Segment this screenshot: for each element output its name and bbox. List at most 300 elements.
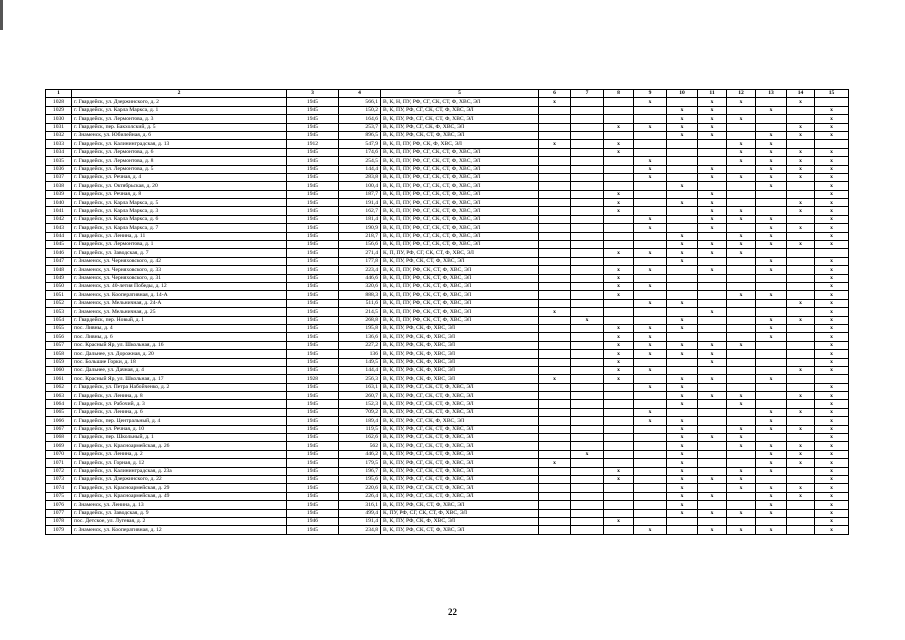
col-12-cell xyxy=(727,282,756,290)
col-14-cell xyxy=(787,266,815,274)
col-7-cell xyxy=(571,199,604,207)
col-7-cell xyxy=(571,115,604,123)
col-8-cell xyxy=(604,215,634,223)
col-15-cell: x xyxy=(815,165,849,173)
col-15-cell: x xyxy=(815,425,849,433)
col-8-cell: x xyxy=(604,475,634,483)
col-11-cell xyxy=(698,417,727,425)
col-14-cell xyxy=(787,190,815,198)
col-8-cell xyxy=(604,492,634,500)
address-cell: пос. Красный Яр, ул. Школьная, д. 16 xyxy=(72,341,287,349)
col-13-cell xyxy=(756,475,787,483)
col-6-cell xyxy=(539,392,571,400)
col-15-cell xyxy=(815,140,849,148)
page-number: 22 xyxy=(448,607,457,617)
area-cell: 256,3 xyxy=(339,375,381,383)
build-year-cell: 1945 xyxy=(287,333,339,341)
row-id-cell: 1036 xyxy=(46,165,72,173)
elements-cell: В, К, ПУ, РФ, СГ, СК, СТ, Ф, ХВС, ЭЛ xyxy=(381,106,539,114)
build-year-cell: 1945 xyxy=(287,492,339,500)
row-id-cell: 1032 xyxy=(46,131,72,139)
col-14-cell xyxy=(787,249,815,257)
area-cell: 562 xyxy=(339,442,381,450)
build-year-cell: 1945 xyxy=(287,232,339,240)
col-6-cell xyxy=(539,316,571,324)
col-7-cell: x xyxy=(571,316,604,324)
col-15-cell: x xyxy=(815,173,849,181)
col-9-cell xyxy=(634,475,667,483)
row-id-cell: 1035 xyxy=(46,157,72,165)
table-row xyxy=(46,308,849,316)
col-7-cell xyxy=(571,341,604,349)
col-6-cell xyxy=(539,358,571,366)
col-7-cell xyxy=(571,266,604,274)
elements-cell: В, К, П, ПУ, РФ, СГ, СК, СТ, Ф, ХВС, ЭЛ xyxy=(381,190,539,198)
col-10-cell xyxy=(667,98,698,106)
col-12-cell xyxy=(727,333,756,341)
area-cell: 119,5 xyxy=(339,425,381,433)
col-15-cell xyxy=(815,98,849,106)
row-id-cell: 1038 xyxy=(46,182,72,190)
col-num-header: 15 xyxy=(815,90,849,98)
table-row xyxy=(46,492,849,500)
build-year-cell: 1945 xyxy=(287,316,339,324)
col-11-cell: x xyxy=(698,509,727,517)
col-8-cell xyxy=(604,232,634,240)
elements-cell: В, К, П, ПУ, РФ, СК, СТ, Ф, ХВС, ЭЛ xyxy=(381,291,539,299)
row-id-cell: 1037 xyxy=(46,173,72,181)
col-15-cell: x xyxy=(815,199,849,207)
col-9-cell xyxy=(634,232,667,240)
area-cell: 181,4 xyxy=(339,215,381,223)
col-13-cell: x xyxy=(756,173,787,181)
col-14-cell xyxy=(787,383,815,391)
address-cell: пос. Детское, ул. Лугевая, д. 2 xyxy=(72,517,287,525)
col-14-cell xyxy=(787,308,815,316)
col-7-cell xyxy=(571,526,604,534)
col-11-cell: x xyxy=(698,241,727,249)
col-15-cell: x xyxy=(815,501,849,509)
col-13-cell xyxy=(756,190,787,198)
col-14-cell: x xyxy=(787,199,815,207)
col-7-cell xyxy=(571,509,604,517)
area-cell: 254,5 xyxy=(339,157,381,165)
col-12-cell: x xyxy=(727,98,756,106)
col-13-cell xyxy=(756,274,787,282)
col-13-cell: x xyxy=(756,425,787,433)
col-10-cell: x xyxy=(667,467,698,475)
col-10-cell: x xyxy=(667,324,698,332)
address-cell: г. Знаменск, ул. Кооперативная, д. 14-А xyxy=(72,291,287,299)
col-7-cell: x xyxy=(571,450,604,458)
col-9-cell xyxy=(634,492,667,500)
table-row xyxy=(46,341,849,349)
col-13-cell: x xyxy=(756,165,787,173)
address-cell: г. Знаменск, ул. Юбилейная, д. 6 xyxy=(72,131,287,139)
address-cell: г. Гвардейск, ул. Заводская, д. 7 xyxy=(72,249,287,257)
col-7-cell xyxy=(571,190,604,198)
col-15-cell: x xyxy=(815,215,849,223)
col-9-cell: x xyxy=(634,224,667,232)
register-body xyxy=(46,90,849,535)
col-8-cell xyxy=(604,392,634,400)
area-cell: 190,9 xyxy=(339,224,381,232)
col-10-cell xyxy=(667,157,698,165)
col-13-cell: x xyxy=(756,157,787,165)
address-cell: г. Гвардейск, ул. Красноармейская, д. 29 xyxy=(72,484,287,492)
col-14-cell: x xyxy=(787,408,815,416)
elements-cell: К, П, ПУ, РФ, СГ, СК, СТ, Ф, ХВС, ЭЛ xyxy=(381,249,539,257)
col-14-cell xyxy=(787,232,815,240)
area-cell: 162,6 xyxy=(339,434,381,442)
col-11-cell: x xyxy=(698,131,727,139)
build-year-cell: 1945 xyxy=(287,509,339,517)
col-7-cell xyxy=(571,215,604,223)
col-12-cell: x xyxy=(727,400,756,408)
col-15-cell: x xyxy=(815,241,849,249)
table-row xyxy=(46,400,849,408)
col-8-cell: x xyxy=(604,266,634,274)
elements-cell: В, К, ПУ, РФ, СГ, СК, СТ, Ф, ХВС, ЭЛ xyxy=(381,400,539,408)
elements-cell: В, К, П, ПУ, РФ, СГ, СК, СТ, Ф, ХВС, ЭЛ xyxy=(381,148,539,156)
col-8-cell xyxy=(604,182,634,190)
col-10-cell xyxy=(667,358,698,366)
area-cell: 896,5 xyxy=(339,131,381,139)
col-14-cell: x xyxy=(787,165,815,173)
col-6-cell xyxy=(539,224,571,232)
col-8-cell: x xyxy=(604,148,634,156)
col-13-cell: x xyxy=(756,266,787,274)
row-id-cell: 1042 xyxy=(46,215,72,223)
col-7-cell xyxy=(571,165,604,173)
col-7-cell xyxy=(571,274,604,282)
col-8-cell xyxy=(604,257,634,265)
col-11-cell: x xyxy=(698,375,727,383)
address-cell: г. Гвардейск, ул. Октябрьская, д. 20 xyxy=(72,182,287,190)
col-7-cell xyxy=(571,492,604,500)
table-row xyxy=(46,140,849,148)
col-11-cell xyxy=(698,148,727,156)
row-id-cell: 1043 xyxy=(46,224,72,232)
col-14-cell xyxy=(787,215,815,223)
col-10-cell: x xyxy=(667,383,698,391)
col-14-cell xyxy=(787,517,815,525)
address-cell: г. Знаменск, ул. 40-летия Победы, д. 12 xyxy=(72,282,287,290)
build-year-cell: 1912 xyxy=(287,140,339,148)
elements-cell: В, К, ПУ, РФ, СГ, СК, СТ, Ф, ХВС, ЭЛ xyxy=(381,475,539,483)
col-12-cell xyxy=(727,383,756,391)
col-12-cell xyxy=(727,492,756,500)
col-7-cell xyxy=(571,148,604,156)
col-14-cell: x xyxy=(787,173,815,181)
col-13-cell xyxy=(756,392,787,400)
col-13-cell xyxy=(756,358,787,366)
col-14-cell xyxy=(787,400,815,408)
area-cell: 187,7 xyxy=(339,190,381,198)
table-row xyxy=(46,274,849,282)
col-9-cell: x xyxy=(634,324,667,332)
col-8-cell xyxy=(604,501,634,509)
table-row xyxy=(46,509,849,517)
col-9-cell xyxy=(634,274,667,282)
col-6-cell xyxy=(539,442,571,450)
col-14-cell: x xyxy=(787,123,815,131)
col-num-header: 7 xyxy=(571,90,604,98)
address-cell: г. Гвардейск, ул. Речная, д. 8 xyxy=(72,190,287,198)
col-15-cell: x xyxy=(815,459,849,467)
col-10-cell: x xyxy=(667,232,698,240)
col-13-cell: x xyxy=(756,492,787,500)
col-8-cell xyxy=(604,106,634,114)
col-7-cell xyxy=(571,383,604,391)
col-12-cell: x xyxy=(727,425,756,433)
col-15-cell: x xyxy=(815,257,849,265)
col-13-cell: x xyxy=(756,333,787,341)
col-13-cell: x xyxy=(756,408,787,416)
col-11-cell: x xyxy=(698,224,727,232)
build-year-cell: 1945 xyxy=(287,131,339,139)
col-15-cell: x xyxy=(815,266,849,274)
col-14-cell xyxy=(787,358,815,366)
col-15-cell: x xyxy=(815,526,849,534)
col-11-cell: x xyxy=(698,190,727,198)
area-cell: 499,4 xyxy=(339,509,381,517)
col-13-cell: x xyxy=(756,131,787,139)
col-11-cell xyxy=(698,467,727,475)
col-6-cell xyxy=(539,526,571,534)
col-9-cell xyxy=(634,148,667,156)
col-7-cell xyxy=(571,257,604,265)
col-11-cell: x xyxy=(698,249,727,257)
col-7-cell xyxy=(571,123,604,131)
row-id-cell: 1058 xyxy=(46,350,72,358)
col-8-cell: x xyxy=(604,249,634,257)
col-10-cell xyxy=(667,190,698,198)
col-7-cell xyxy=(571,350,604,358)
col-10-cell: x xyxy=(667,199,698,207)
col-11-cell xyxy=(698,324,727,332)
col-15-cell: x xyxy=(815,182,849,190)
col-9-cell xyxy=(634,434,667,442)
col-6-cell xyxy=(539,190,571,198)
col-14-cell: x xyxy=(787,207,815,215)
col-13-cell xyxy=(756,400,787,408)
row-id-cell: 1055 xyxy=(46,324,72,332)
col-6-cell xyxy=(539,207,571,215)
elements-cell: В, К, ПУ, РФ, СК, СТ, Ф, ХВС, ЭЛ xyxy=(381,526,539,534)
build-year-cell: 1945 xyxy=(287,157,339,165)
area-cell: 136 xyxy=(339,350,381,358)
col-9-cell: x xyxy=(634,165,667,173)
col-9-cell xyxy=(634,308,667,316)
col-8-cell: x xyxy=(604,199,634,207)
build-year-cell: 1945 xyxy=(287,425,339,433)
col-12-cell xyxy=(727,501,756,509)
col-14-cell xyxy=(787,509,815,517)
elements-cell: В, К, ПУ, РФ, СК, Ф, ХВС, ЭЛ xyxy=(381,375,539,383)
col-8-cell: x xyxy=(604,324,634,332)
col-11-cell xyxy=(698,140,727,148)
col-15-cell: x xyxy=(815,282,849,290)
col-8-cell xyxy=(604,450,634,458)
row-id-cell: 1075 xyxy=(46,492,72,500)
area-cell: 566,1 xyxy=(339,98,381,106)
col-7-cell xyxy=(571,392,604,400)
address-cell: г. Гвардейск, ул. Красноармейская, д. 26 xyxy=(72,442,287,450)
col-11-cell xyxy=(698,383,727,391)
col-10-cell: x xyxy=(667,484,698,492)
address-cell: пос. Большие Горки, д. 18 xyxy=(72,358,287,366)
col-9-cell xyxy=(634,501,667,509)
col-15-cell: x xyxy=(815,131,849,139)
col-10-cell: x xyxy=(667,425,698,433)
elements-cell: В, К, ПУ, РФ, СГ, СК, СТ, Ф, ХВС, ЭЛ xyxy=(381,450,539,458)
col-num-header: 13 xyxy=(756,90,787,98)
col-6-cell xyxy=(539,408,571,416)
col-12-cell xyxy=(727,417,756,425)
register-table xyxy=(45,89,849,535)
row-id-cell: 1052 xyxy=(46,299,72,307)
table-row xyxy=(46,467,849,475)
col-13-cell: x xyxy=(756,450,787,458)
col-10-cell xyxy=(667,274,698,282)
row-id-cell: 1057 xyxy=(46,341,72,349)
col-14-cell xyxy=(787,350,815,358)
address-cell: г. Знаменск, ул. Черняховского, д. 31 xyxy=(72,274,287,282)
col-8-cell: x xyxy=(604,282,634,290)
elements-cell: В, К, ПУ, РФ, СК, СТ, Ф, ХВС, ЭЛ xyxy=(381,501,539,509)
col-6-cell xyxy=(539,475,571,483)
area-cell: 260,7 xyxy=(339,392,381,400)
col-10-cell xyxy=(667,282,698,290)
col-12-cell xyxy=(727,408,756,416)
col-11-cell: x xyxy=(698,123,727,131)
elements-cell: В, К, П, ПУ, РФ, СГ, СК, СТ, Ф, ХВС, ЭЛ xyxy=(381,224,539,232)
build-year-cell: 1945 xyxy=(287,207,339,215)
col-15-cell: x xyxy=(815,324,849,332)
col-13-cell xyxy=(756,308,787,316)
col-13-cell xyxy=(756,341,787,349)
elements-cell: В, К, П, ПУ, РФ, СГ, СК, СТ, Ф, ХВС, ЭЛ xyxy=(381,182,539,190)
col-6-cell xyxy=(539,249,571,257)
row-id-cell: 1029 xyxy=(46,106,72,114)
col-8-cell: x xyxy=(604,190,634,198)
col-13-cell: x xyxy=(756,501,787,509)
col-10-cell: x xyxy=(667,475,698,483)
col-12-cell: x xyxy=(727,392,756,400)
address-cell: г. Знаменск, ул. Черняховского, д. 42 xyxy=(72,257,287,265)
col-num-header: 8 xyxy=(604,90,634,98)
area-cell: 446,2 xyxy=(339,450,381,458)
build-year-cell: 1945 xyxy=(287,358,339,366)
col-7-cell xyxy=(571,366,604,374)
col-14-cell: x xyxy=(787,492,815,500)
col-7-cell xyxy=(571,400,604,408)
elements-cell: В, К, ПУ, РФ, СГ, СК, СТ, Ф, ХВС, ЭЛ xyxy=(381,434,539,442)
col-8-cell xyxy=(604,400,634,408)
build-year-cell: 1945 xyxy=(287,199,339,207)
elements-cell: В, К, П, ПУ, РФ, СГ, СК, СТ, Ф, ХВС, ЭЛ xyxy=(381,232,539,240)
table-row xyxy=(46,148,849,156)
elements-cell: В, К, Н, ПУ, РФ, СГ, СК, СТ, Ф, ХВС, ЭЛ xyxy=(381,98,539,106)
build-year-cell: 1945 xyxy=(287,241,339,249)
table-row xyxy=(46,408,849,416)
col-9-cell xyxy=(634,199,667,207)
build-year-cell: 1945 xyxy=(287,106,339,114)
address-cell: г. Знаменск, ул. Мельничная, д. 24-А xyxy=(72,299,287,307)
col-8-cell: x xyxy=(604,350,634,358)
left-edge-mark xyxy=(0,0,3,30)
build-year-cell: 1945 xyxy=(287,442,339,450)
col-6-cell xyxy=(539,148,571,156)
col-15-cell: x xyxy=(815,400,849,408)
col-6-cell xyxy=(539,241,571,249)
area-cell: 234,8 xyxy=(339,526,381,534)
col-9-cell: x xyxy=(634,282,667,290)
col-15-cell: x xyxy=(815,316,849,324)
table-row xyxy=(46,526,849,534)
address-cell: г. Знаменск, ул. Ленина, д. 13 xyxy=(72,501,287,509)
address-cell: г. Гвардейск, ул. Карла Маркса, д. 5 xyxy=(72,199,287,207)
table-row xyxy=(46,442,849,450)
area-cell: 220,6 xyxy=(339,484,381,492)
col-7-cell xyxy=(571,459,604,467)
col-12-cell xyxy=(727,123,756,131)
address-cell: г. Гвардейск, ул. Петра Набойченко, д. 2 xyxy=(72,383,287,391)
col-9-cell: x xyxy=(634,341,667,349)
col-11-cell: x xyxy=(698,207,727,215)
area-cell: 196,7 xyxy=(339,467,381,475)
col-12-cell xyxy=(727,106,756,114)
col-14-cell xyxy=(787,341,815,349)
elements-cell: В, К, ПУ, РФ, СГ, СК, СТ, Ф, ХВС, ЭЛ xyxy=(381,467,539,475)
elements-cell: В, К, ПУ, РФ, СК, Ф, ХВС, ЭЛ xyxy=(381,333,539,341)
table-row xyxy=(46,199,849,207)
col-12-cell: x xyxy=(727,467,756,475)
elements-cell: В, К, П, ПУ, РФ, СГ, СК, СТ, Ф, ХВС, ЭЛ xyxy=(381,157,539,165)
row-id-cell: 1039 xyxy=(46,190,72,198)
col-15-cell: x xyxy=(815,299,849,307)
address-cell: пос. Ливны, д. 6 xyxy=(72,333,287,341)
col-7-cell xyxy=(571,501,604,509)
col-9-cell xyxy=(634,442,667,450)
elements-cell: В, К, П, ПУ, РФ, СК, Ф, ХВС, ЭЛ xyxy=(381,140,539,148)
build-year-cell: 1945 xyxy=(287,459,339,467)
col-10-cell: x xyxy=(667,241,698,249)
address-cell: г. Гвардейск, ул. Горная, д. 12 xyxy=(72,459,287,467)
table-row xyxy=(46,459,849,467)
area-cell: 446,6 xyxy=(339,274,381,282)
table-row xyxy=(46,241,849,249)
elements-cell: В, К, П, ПУ, РФ, СГ, СК, СТ, Ф, ХВС, ЭЛ xyxy=(381,215,539,223)
col-14-cell: x xyxy=(787,484,815,492)
col-10-cell: x xyxy=(667,131,698,139)
build-year-cell: 1945 xyxy=(287,165,339,173)
col-13-cell: x xyxy=(756,375,787,383)
col-9-cell xyxy=(634,358,667,366)
col-10-cell xyxy=(667,291,698,299)
col-6-cell xyxy=(539,425,571,433)
col-12-cell: x xyxy=(727,291,756,299)
col-10-cell: x xyxy=(667,442,698,450)
address-cell: г. Гвардейск, ул. Красноармейская, д. 49 xyxy=(72,492,287,500)
col-15-cell: x xyxy=(815,350,849,358)
area-cell: 547,9 xyxy=(339,140,381,148)
table-row xyxy=(46,98,849,106)
col-11-cell xyxy=(698,459,727,467)
col-13-cell: x xyxy=(756,459,787,467)
row-id-cell: 1048 xyxy=(46,266,72,274)
